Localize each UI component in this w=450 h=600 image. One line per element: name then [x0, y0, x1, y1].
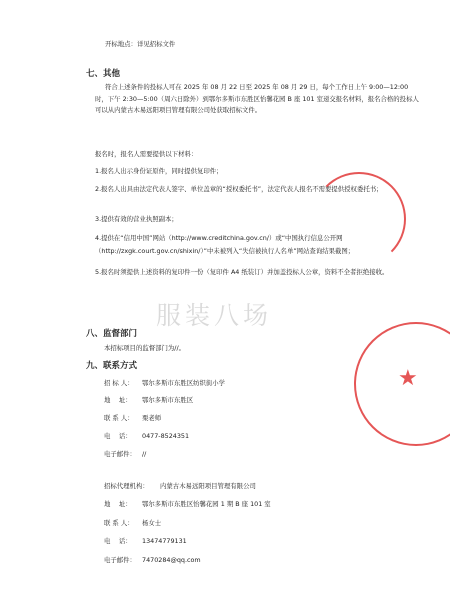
seal-stamp-bottom — [354, 322, 450, 446]
agency-contact-value: 杨女士 — [142, 519, 162, 527]
signup-item-1: 1.报名人出示身份证原件，同时提供复印件； — [95, 167, 223, 175]
tenderer-contact-label: 联 系 人： — [104, 414, 134, 422]
open-location: 开标地点：详见招标文件 — [105, 40, 176, 48]
agency-email-label: 电子邮件： — [104, 556, 136, 564]
tenderer-email-value: // — [142, 450, 147, 458]
agency-email-value: 7470284@qq.com — [142, 556, 201, 564]
agency-email — [104, 555, 201, 564]
section7-title: 七、其他 — [86, 69, 121, 79]
agency-address — [104, 499, 271, 508]
tenderer-contact — [104, 413, 161, 422]
tenderer-contact-value: 栗老师 — [142, 414, 162, 422]
tenderer-email — [104, 449, 146, 458]
tenderer-name — [104, 378, 225, 387]
agency-address-label: 地 址： — [104, 500, 132, 508]
tenderer-phone-label: 电 话： — [104, 432, 132, 440]
section7-paragraph: 符合上述条件的投标人可在 2025 年 08 月 22 日至 2025 年 08 月 29 日，每个工作日上午 9:00—12:00 时，下午 2:30—5:00（周六日除外）到鄂尔多斯市东胜区怡馨花园 B 座 101 室递交报名材料，报名合格的投标人可以从内蒙古木易远阳项目管理有限公司处获取招标文件。 — [95, 83, 419, 114]
tenderer-name-value: 鄂尔多斯市东胜区纺织街小学 — [142, 379, 226, 387]
section9-title: 九、联系方式 — [86, 361, 138, 371]
watermark: 服装八场 — [156, 301, 273, 330]
agency-contact-label: 联 系 人： — [104, 519, 134, 527]
agency-phone — [104, 536, 187, 545]
signup-item-4: 4.提供在“信用中国”网站（http://www.creditchina.gov.cn/）或“中国执行信息公开网（http://zxgk.court.gov.cn/shixin/）”中未被列入“失信被执行人名单”网站查询结果截图； — [95, 234, 355, 255]
agency-name-value: 内蒙古木易远阳项目管理有限公司 — [160, 482, 256, 490]
tenderer-address-value: 鄂尔多斯市东胜区 — [142, 396, 194, 404]
signup-label: 报名时，报名人需要提供以下材料： — [95, 150, 198, 158]
section8-text: 本招标项目的监督部门为//。 — [104, 344, 185, 352]
agency-contact — [104, 518, 161, 527]
signup-item-3: 3.提供有效的营业执照副本； — [95, 215, 178, 223]
agency-name — [104, 481, 256, 490]
seal-star-icon: ★ — [398, 366, 418, 391]
agency-phone-label: 电 话： — [104, 537, 132, 545]
tenderer-email-label: 电子邮件： — [104, 450, 136, 458]
agency-phone-value: 13474779131 — [142, 537, 187, 545]
section8-title: 八、监督部门 — [86, 329, 138, 339]
tenderer-phone-value: 0477-8524351 — [142, 432, 190, 440]
agency-name-label: 招标代理机构： — [104, 482, 149, 490]
signup-item-2: 2.报名人出具由法定代表人签字、单位盖章的“授权委托书”，法定代表人报名不需要提供授权委托书； — [95, 185, 383, 193]
tenderer-address — [104, 395, 193, 404]
agency-address-value: 鄂尔多斯市东胜区怡馨花园 1 期 B 座 101 室 — [142, 500, 271, 508]
tenderer-address-label: 地 址： — [104, 396, 132, 404]
seal-stamp-top — [312, 172, 406, 266]
tenderer-name-label: 招 标 人： — [104, 379, 134, 387]
tenderer-phone — [104, 431, 189, 440]
signup-item-5: 5.报名时须提供上述资料的复印件一份（复印件 A4 纸装订）并加盖投标人公章，资料不全者拒绝接收。 — [95, 268, 389, 276]
